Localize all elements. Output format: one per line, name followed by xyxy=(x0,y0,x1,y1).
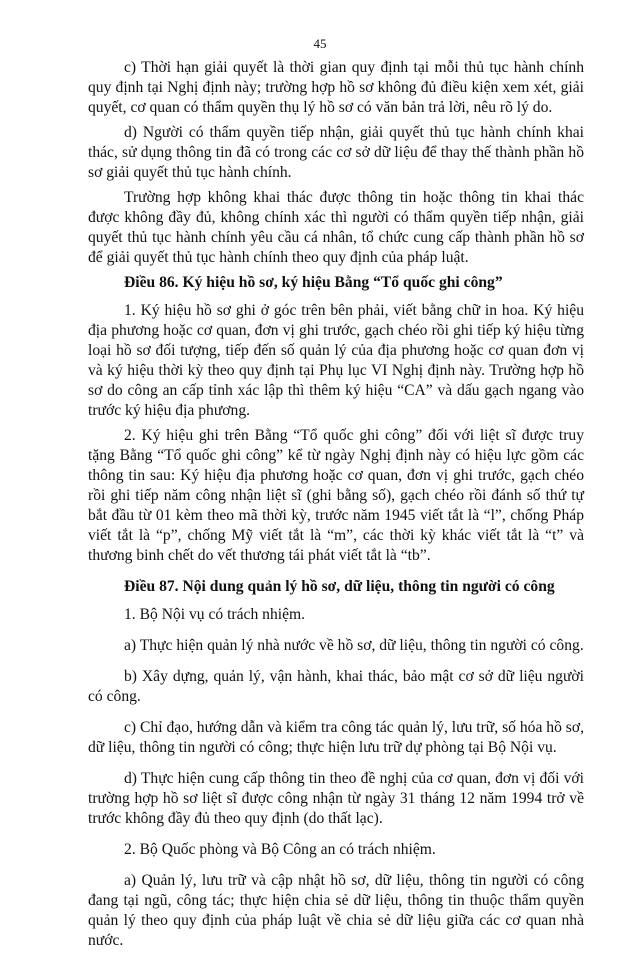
article-86-clause-2: 2. Ký hiệu ghi trên Bằng “Tổ quốc ghi công” đối với liệt sĩ được truy tặng Bằng “Tổ quốc ghi công” kể từ ngày Nghị định này có hiệu lực gồm các thông tin sau: Ký hiệu địa phương hoặc cơ quan, đơn vị ghi trước, gạch chéo rồi ghi tiếp năm công nhận liệt sĩ (ghi bằng số), gạch chéo rồi đánh số thứ tự bắt đầu từ 01 kèm theo mã thời kỳ, trước năm 1945 viết tắt là “l”, chống Pháp viết tắt là “p”, chống Mỹ viết tắt là “m”, các thời kỳ khác viết tắt là “t” và thương binh chết do vết thương tái phát viết tắt là “tb”. xyxy=(88,427,584,564)
article-87-clause-2: 2. Bộ Quốc phòng và Bộ Công an có trách nhiệm. xyxy=(124,841,436,858)
paragraph-data-exploitation: Trường hợp không khai thác được thông tin hoặc thông tin khai thác được không đầy đủ, không chính xác thì người có thẩm quyền tiếp nhận, giải quyết thủ tục hành chính yêu cầu cá nhân, tổ chức cung cấp thành phần hồ sơ để giải quyết thủ tục hành chính theo quy định của pháp luật. xyxy=(88,189,584,266)
article-86-clause-1: 1. Ký hiệu hồ sơ ghi ở góc trên bên phải, viết bằng chữ in hoa. Ký hiệu địa phương hoặc cơ quan, đơn vị ghi trước, gạch chéo rồi ghi tiếp ký hiệu từng loại hồ sơ đối tượng, tiếp đến số quản lý của địa phương hoặc cơ quan đơn vị và ký hiệu thời kỳ theo quy định tại Phụ lục VI Nghị định này. Trường hợp hồ sơ do công an cấp tỉnh xác lập thì thêm ký hiệu “CA” và dấu gạch ngang vào trước ký hiệu địa phương. xyxy=(88,302,584,419)
article-87-heading: Điều 87. Nội dung quản lý hồ sơ, dữ liệu, thông tin người có công xyxy=(124,578,555,595)
page-number: 45 xyxy=(313,36,327,51)
paragraph-c-time-limit: c) Thời hạn giải quyết là thời gian quy định tại mỗi thủ tục hành chính quy định tại Nghị định này; trường hợp hồ sơ không đủ điều kiện xem xét, giải quyết, cơ quan có thẩm quyền thụ lý hồ sơ có văn bản trả lời, nêu rõ lý do. xyxy=(88,59,584,116)
article-87-clause-1-b: b) Xây dựng, quản lý, vận hành, khai thác, bảo mật cơ sở dữ liệu người có công. xyxy=(88,668,584,705)
article-87-clause-1-c: c) Chỉ đạo, hướng dẫn và kiểm tra công tác quản lý, lưu trữ, số hóa hồ sơ, dữ liệu, thông tin người có công; thực hiện lưu trữ dự phòng tại Bộ Nội vụ. xyxy=(88,719,584,756)
article-87-clause-1-d: d) Thực hiện cung cấp thông tin theo đề nghị của cơ quan, đơn vị đối với trường hợp hồ sơ liệt sĩ được công nhận từ ngày 31 tháng 12 năm 1994 trở về trước không đầy đủ theo quy định (do thất lạc). xyxy=(88,770,584,827)
article-87-clause-1-a: a) Thực hiện quản lý nhà nước về hồ sơ, dữ liệu, thông tin người có công. xyxy=(124,637,584,654)
article-87-clause-2-a: a) Quản lý, lưu trữ và cập nhật hồ sơ, dữ liệu, thông tin người có công đang tại ngũ, công tác; thực hiện chia sẻ dữ liệu, thông tin thuộc thẩm quyền quản lý theo quy định của pháp luật về chia sẻ dữ liệu giữa các cơ quan nhà nước. xyxy=(88,872,584,949)
article-86-heading: Điều 86. Ký hiệu hồ sơ, ký hiệu Bằng “Tổ quốc ghi công” xyxy=(124,274,503,291)
paragraph-d-authority: d) Người có thẩm quyền tiếp nhận, giải quyết thủ tục hành chính khai thác, sử dụng thông tin đã có trong các cơ sở dữ liệu để thay thế thành phần hồ sơ giải quyết thủ tục hành chính. xyxy=(88,124,584,181)
document-body xyxy=(88,58,584,956)
article-87-clause-1: 1. Bộ Nội vụ có trách nhiệm. xyxy=(124,606,306,623)
